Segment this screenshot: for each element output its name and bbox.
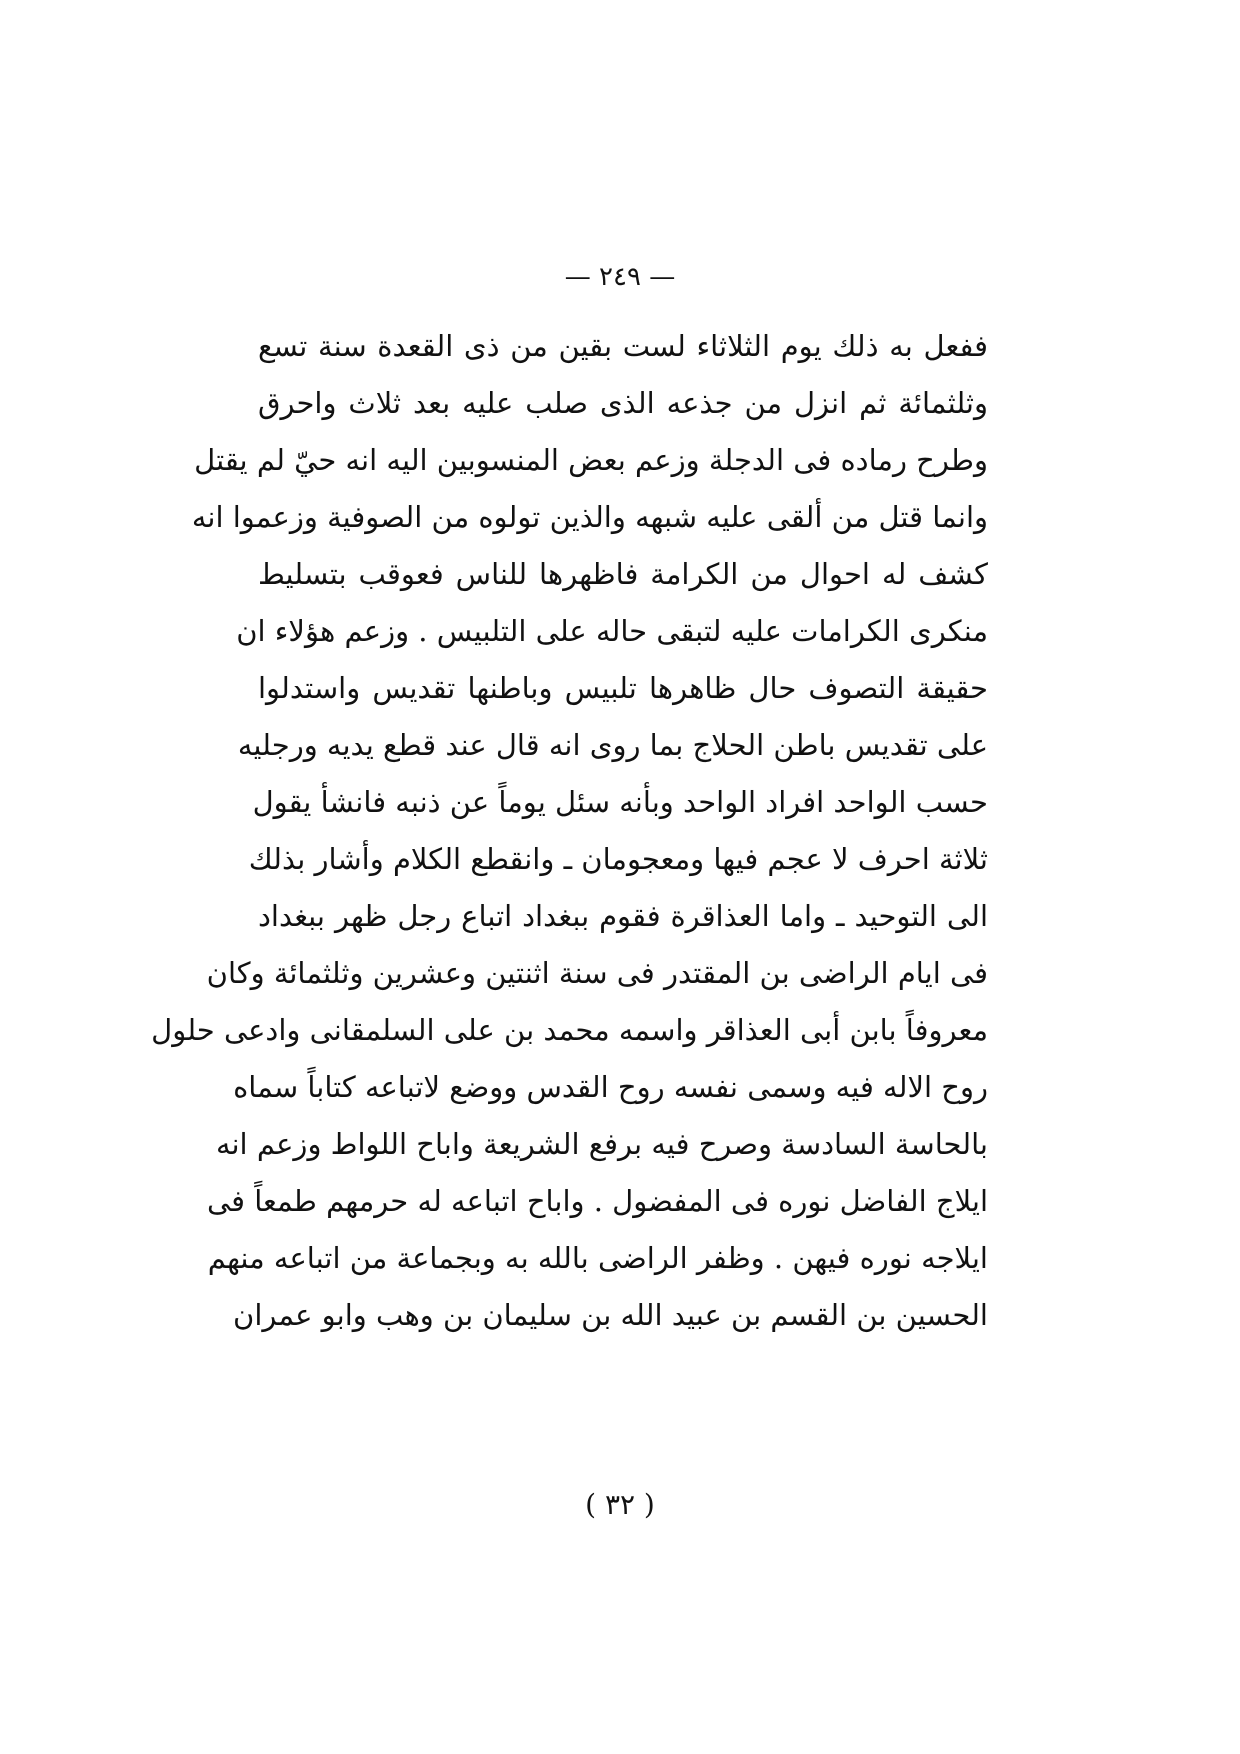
text-line-8: على تقديس باطن الحلاج بما روى انه قال عند قطع يديه ورجليه: [237, 728, 988, 762]
body-text: [151, 318, 988, 1344]
text-line-13: معروفاً بابن أبى العذاقر واسمه محمد بن على السلمقانى وادعى حلول: [151, 1013, 988, 1047]
text-line-14: روح الاله فيه وسمى نفسه روح القدس ووضع لاتباعه كتاباً سماه: [233, 1070, 988, 1104]
text-line-18: الحسين بن القسم بن عبيد الله بن سليمان بن وهب وابو عمران: [233, 1298, 988, 1332]
text-line-10: ثلاثة احرف لا عجم فيها ومعجومان ـ وانقطع الكلام وأشار بذلك: [248, 842, 988, 876]
text-line-5: كشف له احوال من الكرامة فاظهرها للناس فعوقب بتسليط: [258, 557, 988, 591]
text-line-1: ففعل به ذلك يوم الثلاثاء لست بقين من ذى القعدة سنة تسع: [258, 329, 988, 363]
text-line-4: وانما قتل من ألقى عليه شبهه والذين تولوه من الصوفية وزعموا انه: [191, 500, 988, 534]
text-line-6: منكرى الكرامات عليه لتبقى حاله على التلبيس . وزعم هؤلاء ان: [236, 614, 988, 648]
text-line-12: فى ايام الراضى بن المقتدر فى سنة اثنتين وعشرين وثلثمائة وكان: [206, 956, 988, 990]
signature-mark: ( ٣٢ ): [585, 1488, 655, 1521]
text-line-16: ايلاج الفاضل نوره فى المفضول . واباح اتباعه له حرمهم طمعاً فى: [206, 1184, 988, 1218]
text-line-17: ايلاجه نوره فيهن . وظفر الراضى بالله به وبجماعة من اتباعه منهم: [207, 1241, 988, 1275]
text-line-2: وثلثمائة ثم انزل من جذعه الذى صلب عليه بعد ثلاث واحرق: [258, 386, 988, 420]
text-line-3: وطرح رماده فى الدجلة وزعم بعض المنسوبين اليه انه حيّ لم يقتل: [194, 443, 988, 477]
text-line-11: الى التوحيد ـ واما العذاقرة فقوم ببغداد اتباع رجل ظهر ببغداد: [258, 899, 988, 933]
text-line-15: بالحاسة السادسة وصرح فيه برفع الشريعة واباح اللواط وزعم انه: [215, 1127, 988, 1161]
text-line-7: حقيقة التصوف حال ظاهرها تلبيس وباطنها تقديس واستدلوا: [258, 671, 988, 705]
text-line-9: حسب الواحد افراد الواحد وبأنه سئل يوماً عن ذنبه فانشأ يقول: [252, 785, 988, 819]
page-number: — ٢٤٩ —: [564, 262, 676, 292]
